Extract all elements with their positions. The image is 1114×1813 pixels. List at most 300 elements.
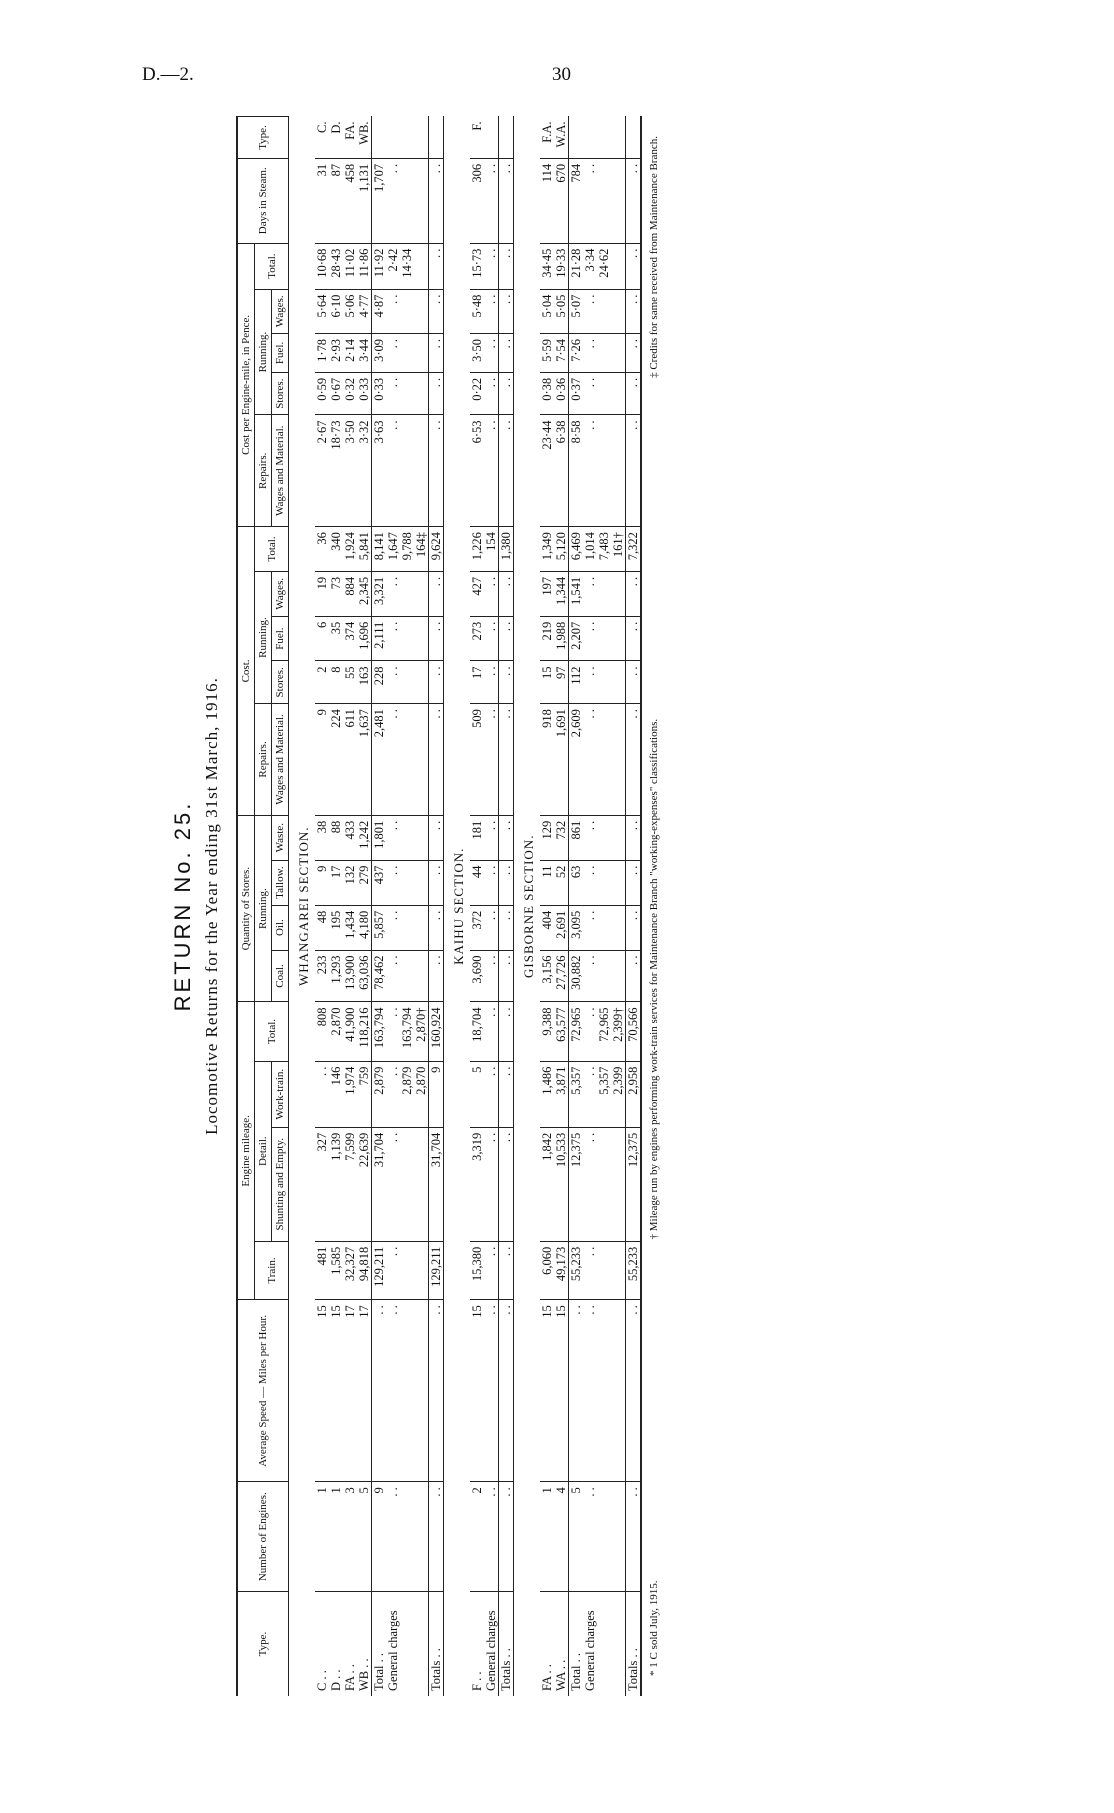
table-cell [414,1482,429,1592]
table-cell: 14·34 [400,243,414,289]
table-cell [414,289,429,333]
table-cell [414,1592,429,1696]
table-cell: . . [429,571,444,616]
table-cell: . . [386,334,400,373]
table-cell: 129,211 [429,1241,444,1300]
table-cell: . . [499,860,514,905]
table-cell: 1,691 [554,704,569,816]
table-cell: 12,375 [569,1127,584,1241]
table-cell: . . [386,1241,400,1300]
table-cell [414,117,429,159]
table-cell: 1 [540,1482,554,1592]
table-cell: 197 [540,571,554,616]
table-cell: 15 [554,1300,569,1482]
table-cell: 279 [357,860,372,905]
table-cell: 15 [540,1300,554,1482]
table-row [315,117,329,1697]
col-train: Train. [255,1241,289,1300]
table-cell: 5,357 [569,1061,584,1127]
table-cell: 12,375 [626,1127,642,1241]
table-cell: 1,131 [357,158,372,243]
table-cell: 6·38 [554,415,569,527]
table-cell: 161† [611,527,626,572]
table-cell: General charges [583,1610,597,1691]
table-cell: 73 [329,571,343,616]
group-qty-stores: Quantity of Stores. [237,815,255,1002]
table-cell [400,860,414,905]
table-cell: 129 [540,815,554,860]
table-cell: . . [499,661,514,704]
table-cell: 35 [329,616,343,661]
table-cell: . . [429,334,444,373]
table-cell: . . [583,1482,597,1592]
table-cell: . . [626,372,642,415]
table-cell: . . [386,815,400,860]
table-cell: 32,327 [343,1241,357,1300]
table-cell: 31 [315,158,329,243]
table-cell: 146 [329,1061,343,1127]
table-cell [597,905,611,950]
table-cell [400,1482,414,1592]
table-cell: 1,585 [329,1241,343,1300]
table-cell [414,415,429,527]
table-cell: 5·05 [554,289,569,333]
table-cell: 1 [329,1482,343,1592]
table-row [400,117,414,1697]
table-cell: 2,879 [400,1061,414,1127]
table-cell: 374 [343,616,357,661]
table-cell: F . . [470,1671,484,1691]
table-cell: . . [626,661,642,704]
table-cell [611,243,626,289]
table-cell [400,158,414,243]
table-cell: 70,566 [626,1002,642,1061]
table-cell: 3·09 [372,334,387,373]
return-subtitle: Locomotive Returns for the Year ending 31st March, 1916. [202,677,221,1135]
table-cell: 918 [540,704,554,816]
table-cell: 10,533 [554,1127,569,1241]
table-cell: 34·45 [540,243,554,289]
table-cell: 1,541 [569,571,584,616]
col-num-engines: Number of Engines. [237,1482,289,1592]
table-cell: 6,469 [569,527,584,572]
table-cell: 17 [357,1300,372,1482]
table-cell [414,704,429,816]
table-cell: . . [499,243,514,289]
table-cell: 94,818 [357,1241,372,1300]
table-cell: . . [315,1061,329,1127]
table-cell: 9 [315,860,329,905]
table-cell: 129,211 [372,1241,387,1300]
table-cell: . . [484,1002,499,1061]
table-cell: . . [626,616,642,661]
table-cell [414,815,429,860]
table-cell: 509 [470,704,484,816]
table-cell: . . [499,616,514,661]
table-cell: 732 [554,815,569,860]
table-cell: . . [499,158,514,243]
col-days-steam: Days in Steam. [237,158,289,243]
table-cell: 19·33 [554,243,569,289]
table-cell [414,334,429,373]
table-cell: . . [484,289,499,333]
table-cell: 4·77 [357,289,372,333]
table-cell: 5·59 [540,334,554,373]
table-cell: 4,180 [357,905,372,950]
table-cell: 7,322 [626,527,642,572]
table-cell: 2,958 [626,1061,642,1127]
table-cell: 195 [329,905,343,950]
table-cell: 63,036 [357,950,372,1002]
table-cell: . . [583,950,597,1002]
table-cell: 3,319 [470,1127,484,1241]
table-cell: 15 [540,661,554,704]
table-cell: 5 [357,1482,372,1592]
table-cell: . . [484,415,499,527]
table-cell: . . [429,158,444,243]
table-cell: . . [484,661,499,704]
table-row [343,117,357,1697]
table-cell [400,334,414,373]
footnotes [648,116,660,1696]
table-cell: 0·36 [554,372,569,415]
table-cell: 2 [470,1482,484,1592]
table-cell: C. [315,117,329,159]
table-cell: . . [386,372,400,415]
table-cell [611,1300,626,1482]
table-cell [400,661,414,704]
table-cell: 5,841 [357,527,372,572]
col-cpm-stores: Stores. [272,372,289,415]
table-cell: 481 [315,1241,329,1300]
table-cell: 55,233 [626,1241,642,1300]
table-cell: . . [429,661,444,704]
col-oil: Oil. [272,905,289,950]
table-cell: 5·06 [343,289,357,333]
table-cell: General charges [386,1610,400,1691]
table-cell [597,1592,611,1696]
table-cell: 1,434 [343,905,357,950]
locomotive-returns-table [236,116,642,1696]
table-cell: 1,344 [554,571,569,616]
table-cell: 3·50 [343,415,357,527]
table-row [429,117,444,1697]
table-cell: 63 [569,860,584,905]
col-mileage-total: Total. [255,1002,289,1061]
table-cell: . . [499,571,514,616]
col-cost-fuel: Fuel. [272,616,289,661]
table-cell: . . [499,1300,514,1482]
table-cell: . . [583,1002,597,1061]
table-cell: . . [499,905,514,950]
table-cell [429,117,444,159]
table-cell: . . [583,334,597,373]
table-cell: 15 [329,1300,343,1482]
table-cell: . . [386,704,400,816]
table-cell: 224 [329,704,343,816]
table-row [626,117,642,1697]
table-cell: 8 [329,661,343,704]
table-cell: 9 [429,1061,444,1127]
table-cell: 0·37 [569,372,584,415]
table-cell: . . [583,1061,597,1127]
table-cell: 427 [470,571,484,616]
table-header [237,117,289,1697]
table-cell: . . [429,1300,444,1482]
table-cell: 5 [470,1061,484,1127]
table-cell [400,372,414,415]
table-cell: 78,462 [372,950,387,1002]
table-cell: 1·78 [315,334,329,373]
table-cell: . . [626,158,642,243]
table-cell: . . [583,372,597,415]
table-cell: 1,696 [357,616,372,661]
table-cell: 5 [569,1482,584,1592]
rotated-page-content [170,116,1010,1696]
col-cpm-total: Total. [255,243,289,289]
group-detail: Detail. [255,1061,272,1241]
col-cpm-wages: Wages. [272,289,289,333]
table-row [554,117,569,1697]
group-cost-running: Running. [255,571,272,703]
table-cell: 1 [315,1482,329,1592]
table-cell: 3·32 [357,415,372,527]
table-cell: . . [626,243,642,289]
table-cell: . . [386,1061,400,1127]
col-avg-speed: Average Speed — Miles per Hour. [237,1300,289,1482]
table-cell [597,1482,611,1592]
table-cell: 38 [315,815,329,860]
table-cell [611,905,626,950]
table-cell: 1,647 [386,527,400,572]
table-cell [400,571,414,616]
table-cell: 1,242 [357,815,372,860]
table-cell: 1,801 [372,815,387,860]
table-cell: 5·48 [470,289,484,333]
table-cell: FA . . [343,1664,357,1691]
table-cell: . . [386,950,400,1002]
table-cell: 458 [343,158,357,243]
table-cell [400,815,414,860]
table-cell: 1,293 [329,950,343,1002]
table-cell: 36 [315,527,329,572]
table-cell [414,860,429,905]
table-cell: . . [583,860,597,905]
table-cell [414,661,429,704]
table-cell: 15 [470,1300,484,1482]
table-cell: 784 [569,158,584,243]
table-cell: . . [429,1482,444,1592]
table-cell: 17 [329,860,343,905]
col-waste: Waste. [272,815,289,860]
group-cost: Cost. [237,527,255,816]
footnote-2: † Mileage run by engines performing work-train services for Maintenance Branch "working-expenses" classifications. [648,718,660,1240]
table-cell: 433 [343,815,357,860]
table-cell [569,117,584,159]
table-cell: 611 [343,704,357,816]
table-cell [611,571,626,616]
table-cell: WB. [357,117,372,159]
table-cell: . . [386,158,400,243]
table-cell: . . [626,905,642,950]
table-cell: 7,483 [597,527,611,572]
table-cell: 7·26 [569,334,584,373]
table-cell: 132 [343,860,357,905]
table-cell [414,372,429,415]
table-cell: . . [429,372,444,415]
table-cell [484,117,499,159]
table-cell: . . [626,860,642,905]
table-row [372,117,387,1697]
table-cell: 5·07 [569,289,584,333]
table-cell [611,1127,626,1241]
table-cell [611,815,626,860]
table-cell: . . [386,905,400,950]
col-cost-total: Total. [255,527,289,572]
table-cell: 2,609 [569,704,584,816]
table-cell: 11·92 [372,243,387,289]
table-cell: . . [626,571,642,616]
table-row [470,117,484,1697]
table-cell: . . [499,334,514,373]
table-cell: . . [386,571,400,616]
table-cell: . . [484,372,499,415]
table-cell [611,616,626,661]
table-cell: 2,870 [329,1002,343,1061]
table-cell [626,117,642,159]
section-header [289,117,316,1697]
table-cell [499,117,514,159]
table-cell: . . [386,1002,400,1061]
table-cell: . . [499,1061,514,1127]
table-cell: 163,794 [372,1002,387,1061]
table-cell: 9 [315,704,329,816]
table-cell [400,704,414,816]
table-cell: . . [626,815,642,860]
table-cell: 437 [372,860,387,905]
document-id: D.—2. [142,64,194,85]
table-cell: 114 [540,158,554,243]
col-type: Type. [237,1592,289,1696]
table-row [357,117,372,1697]
table-row [583,117,597,1697]
table-cell: Totals . . [499,1592,514,1696]
table-cell: 9,388 [540,1002,554,1061]
section-header [444,117,471,1697]
table-cell: 31,704 [429,1127,444,1241]
table-cell: 1,707 [372,158,387,243]
table-cell: . . [499,372,514,415]
table-cell: . . [484,905,499,950]
table-cell: 15,380 [470,1241,484,1300]
table-cell: 5·64 [315,289,329,333]
section-name: GISBORNE SECTION. [521,834,536,978]
table-row [569,117,584,1697]
table-cell [400,1592,414,1696]
table-cell: 19 [315,571,329,616]
return-title: RETURN No. 25. [170,800,195,1012]
table-cell: 49,173 [554,1241,569,1300]
table-cell: . . [499,1482,514,1592]
table-cell: 273 [470,616,484,661]
group-cpm-repairs: Repairs. [255,415,272,527]
table-body [289,117,642,1697]
table-cell: . . [429,415,444,527]
col-cpm-wages-material: Wages and Material. [272,415,289,527]
table-cell: D. [329,117,343,159]
table-cell: 164‡ [414,527,429,572]
table-cell: . . [484,1482,499,1592]
table-cell: 55 [343,661,357,704]
table-row [414,117,429,1697]
table-cell: . . [583,158,597,243]
table-cell [611,415,626,527]
table-row [484,117,499,1697]
table-cell: . . [583,571,597,616]
table-row [329,117,343,1697]
table-cell: . . [429,704,444,816]
table-cell: . . [484,950,499,1002]
table-cell: . . [429,243,444,289]
table-cell: 6,060 [540,1241,554,1300]
table-cell: . . [626,289,642,333]
table-cell: 52 [554,860,569,905]
table-cell: . . [484,158,499,243]
table-cell: 404 [540,905,554,950]
table-cell [597,661,611,704]
table-cell: 24·62 [597,243,611,289]
table-cell: 2,207 [569,616,584,661]
table-cell [597,950,611,1002]
table-cell: 44 [470,860,484,905]
table-cell: 340 [329,527,343,572]
table-cell [414,243,429,289]
table-cell: 28·43 [329,243,343,289]
table-cell: 2,691 [554,905,569,950]
table-cell: . . [484,243,499,289]
section-name: KAIHU SECTION. [451,847,466,965]
table-cell: 2·93 [329,334,343,373]
group-cost-per-mile: Cost per Engine-mile, in Pence. [237,243,255,527]
table-cell: . . [386,289,400,333]
table-cell [611,661,626,704]
table-cell: 670 [554,158,569,243]
table-cell: 55,233 [569,1241,584,1300]
table-cell: . . [583,905,597,950]
table-cell: 5,857 [372,905,387,950]
table-cell: 0·33 [372,372,387,415]
table-cell: 31,704 [372,1127,387,1241]
table-cell: 2,879 [372,1061,387,1127]
table-cell [611,117,626,159]
table-cell: FA . . [540,1664,554,1691]
table-row [597,117,611,1697]
table-cell: 41,900 [343,1002,357,1061]
table-cell: 163 [357,661,372,704]
table-cell [400,289,414,333]
col-cost-stores: Stores. [272,661,289,704]
table-cell: 8,141 [372,527,387,572]
table-cell: 2,870 [414,1061,429,1127]
table-cell: . . [499,815,514,860]
table-cell: . . [386,860,400,905]
table-row [386,117,400,1697]
table-cell: . . [372,1300,387,1482]
group-cpm-running: Running. [255,289,272,415]
table-cell: 4·87 [372,289,387,333]
table-cell: . . [583,289,597,333]
table-cell: . . [583,616,597,661]
